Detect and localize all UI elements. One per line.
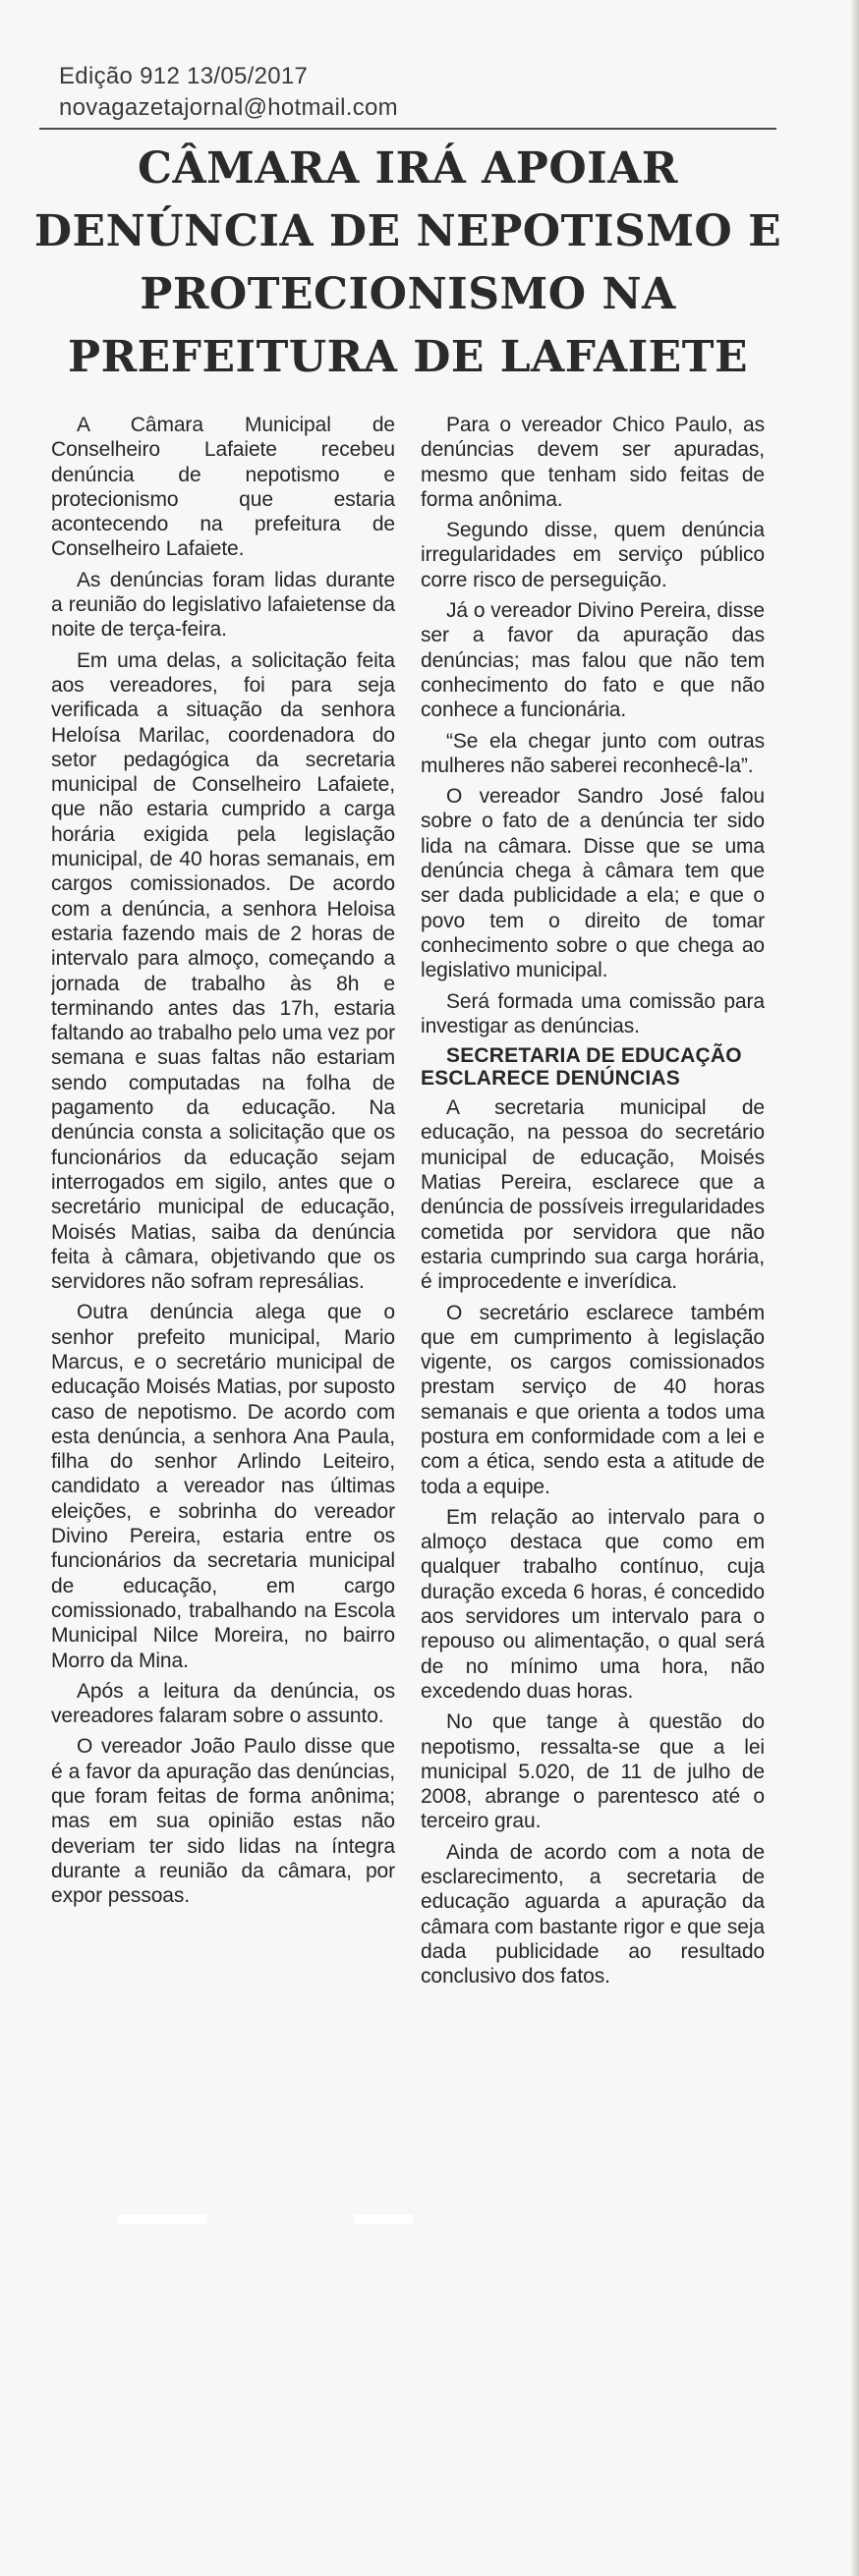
paragraph: Em relação ao intervalo para o almoço destaca que como em qualquer trabalho contínuo, cuja duração exceda 6 horas, é concedido aos servidores um intervalo para o repouso ou alimentação, o qual será de no mínimo uma hora, não excedendo duas horas.	[421, 1505, 765, 1703]
publication-header	[59, 61, 767, 124]
paragraph: Já o vereador Divino Pereira, disse ser a favor da apuração das denúncias; mas falou que não tem conhecimento do fato e que não conhece a funcionária.	[421, 599, 765, 722]
correction-tape-mark	[118, 2214, 206, 2224]
paragraph: O vereador Sandro José falou sobre o fato de a denúncia ter sido lida na câmara. Disse que se uma denúncia chega à câmara tem que ser dada publicidade a ela; e que o povo tem o direito de tomar conhecimento sobre o que chega ao legislativo municipal.	[421, 785, 765, 982]
article-headline: CÂMARA IRÁ APOIAR DENÚNCIA DE NEPOTISMO E PROTECIONISMO NA PREFEITURA DE LAFAIETE	[33, 143, 782, 382]
email-line: novagazetajornal@hotmail.com	[59, 94, 398, 121]
left-column	[51, 413, 395, 2545]
paragraph: No que tange à questão do nepotismo, ressalta-se que a lei municipal 5.020, de 11 de julho de 2008, abrange o parentesco até o terceiro grau.	[421, 1710, 765, 1833]
paragraph: Outra denúncia alega que o senhor prefeito municipal, Mario Marcus, e o secretário municipal de educação Moisés Matias, por suposto caso de nepotismo. De acordo com esta denúncia, a senhora Ana Paula, filha do senhor Arlindo Leiteiro, candidato a vereador nas últimas eleições, e sobrinha do vereador Divino Pereira, estaria entre os funcionários da secretaria municipal de educação, em cargo comissionado, trabalhando na Escola Municipal Nilce Moreira, no bairro Morro da Mina.	[51, 1301, 395, 1672]
paragraph: A secretaria municipal de educação, na pessoa do secretário municipal de educação, Moisés Matias Pereira, esclarece que a denúncia de possíveis irregularidades cometida por servidora que não estaria cumprindo sua carga horária, é improcedente e inverídica.	[421, 1096, 765, 1294]
paragraph: “Se ela chegar junto com outras mulheres não saberei reconhecê-la”.	[421, 729, 765, 777]
section-subheading: SECRETARIA DE EDUCAÇÃO ESCLARECE DENÚNCIAS	[421, 1044, 742, 1091]
scan-edge-shadow	[851, 0, 859, 2576]
article-body	[51, 413, 765, 2545]
header-rule	[39, 128, 776, 130]
paragraph: Após a leitura da denúncia, os vereadores falaram sobre o assunto.	[51, 1679, 395, 1728]
paragraph: Será formada uma comissão para investigar as denúncias.	[421, 989, 765, 1037]
paragraph: As denúncias foram lidas durante a reunião do legislativo lafaietense da noite de terça-feira.	[51, 568, 395, 642]
edition-line: Edição 912 13/05/2017	[59, 63, 309, 89]
paragraph: Ainda de acordo com a nota de esclarecimento, a secretaria de educação aguarda a apuração da câmara com bastante rigor e que seja dada publicidade ao resultado conclusivo dos fatos.	[421, 1840, 765, 1988]
paragraph: Segundo disse, quem denúncia irregularidades em serviço público corre risco de perseguição.	[421, 519, 765, 591]
paragraph: O secretário esclarece também que em cumprimento à legislação vigente, os cargos comissionados prestam serviço de 40 horas semanais e que orienta a todos uma postura em conformidade com a lei e com a ética, sendo esta a atitude de toda a equipe.	[421, 1301, 765, 1498]
paragraph: Em uma delas, a solicitação feita aos vereadores, foi para seja verificada a situação da senhora Heloísa Marilac, coordenadora do setor pedagógica da secretaria municipal de Conselheiro Lafaiete, que não estaria cumprido a carga horária exigida pela legislação municipal, de 40 horas semanais, em cargos comissionados. De acordo com a denúncia, a senhora Heloisa estaria fazendo mais de 2 horas de intervalo para almoço, começando a jornada de trabalho às 8h e terminando antes das 17h, estaria faltando ao trabalho pelo uma vez por semana e suas faltas não estariam sendo computadas na folha de pagamento da educação. Na denúncia consta a solicitação que os funcionários da educação sejam interrogados em sigilo, antes que o secretário municipal de educação, Moisés Matias, saiba da denúncia feita à câmara, objetivando que os servidores não sofram represálias.	[51, 648, 395, 1294]
right-column	[421, 413, 765, 2545]
paragraph: A Câmara Municipal de Conselheiro Lafaiete recebeu denúncia de nepotismo e protecionismo que estaria acontecendo na prefeitura de Conselheiro Lafaiete.	[51, 414, 395, 561]
correction-tape-mark	[354, 2214, 413, 2224]
paragraph: O vereador João Paulo disse que é a favor da apuração das denúncias, que foram feitas de forma anônima; mas em sua opinião estas não deveriam ter sido lidas na íntegra durante a reunião da câmara, por expor pessoas.	[51, 1735, 395, 1908]
paragraph: Para o vereador Chico Paulo, as denúncias devem ser apuradas, mesmo que tenham sido feitas de forma anônima.	[421, 414, 765, 511]
